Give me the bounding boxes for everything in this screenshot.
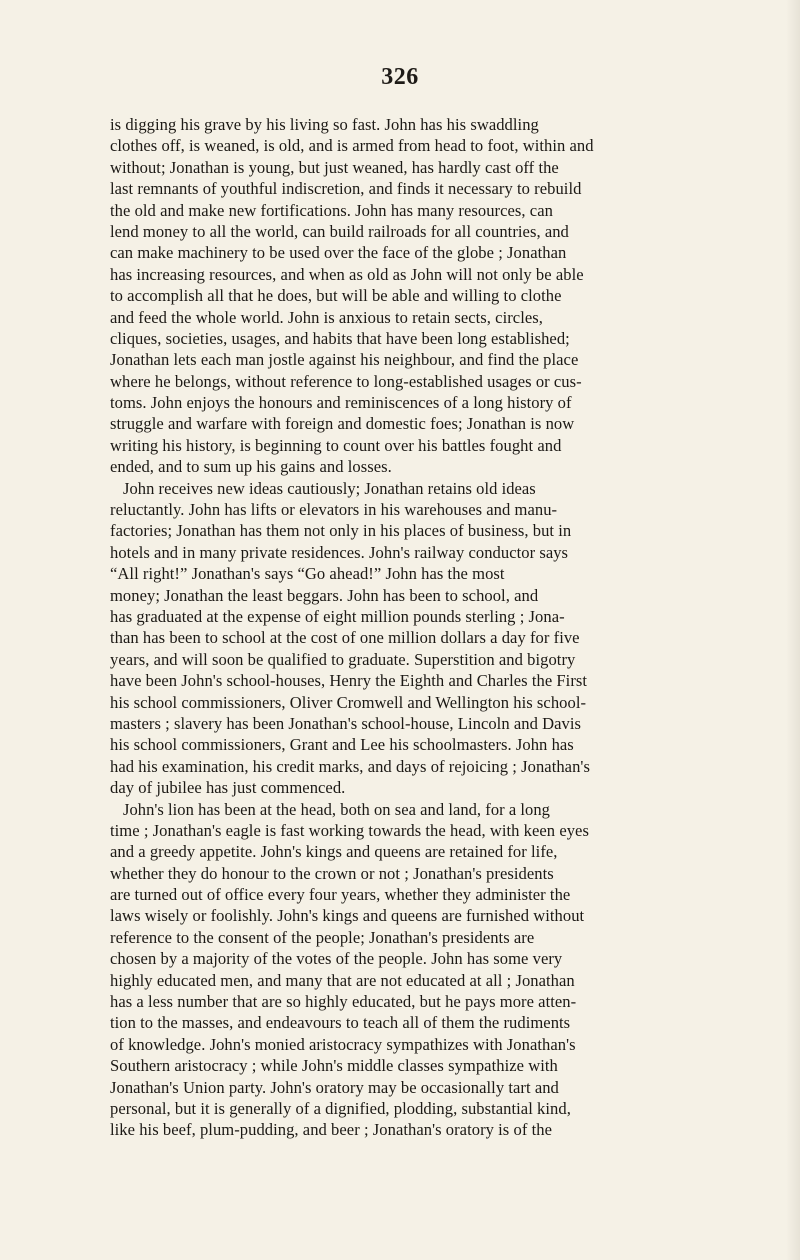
text-line: has a less number that are so highly educated, but he pays more atten- bbox=[110, 992, 577, 1012]
text-line: highly educated men, and many that are not educated at all ; Jonathan bbox=[110, 970, 575, 990]
text-line: had his examination, his credit marks, and days of rejoicing ; Jonathan's bbox=[110, 756, 590, 776]
text-line: ended, and to sum up his gains and losses. bbox=[110, 457, 392, 477]
text-line: of knowledge. John's monied aristocracy sympathizes with Jonathan's bbox=[110, 1034, 576, 1054]
text-line: laws wisely or foolishly. John's kings and queens are furnished without bbox=[110, 906, 585, 926]
body-text bbox=[110, 114, 800, 1141]
text-line: reluctantly. John has lifts or elevators in his warehouses and manu- bbox=[110, 500, 558, 520]
text-line: chosen by a majority of the votes of the people. John has some very bbox=[110, 949, 563, 969]
text-line: his school commissioners, Grant and Lee his schoolmasters. John has bbox=[110, 735, 574, 755]
text-line: clothes off, is weaned, is old, and is armed from head to foot, within and bbox=[110, 136, 594, 156]
text-line: are turned out of office every four years, whether they administer the bbox=[110, 885, 571, 905]
text-line: like his beef, plum-pudding, and beer ; Jonathan's oratory is of the bbox=[110, 1120, 552, 1140]
text-line: his school commissioners, Oliver Cromwell and Wellington his school- bbox=[110, 692, 587, 712]
text-line: Southern aristocracy ; while John's middle classes sympathize with bbox=[110, 1056, 558, 1076]
text-line: last remnants of youthful indiscretion, and finds it necessary to rebuild bbox=[110, 179, 582, 199]
text-line: to accomplish all that he does, but will be able and willing to clothe bbox=[110, 286, 562, 306]
text-line: have been John's school-houses, Henry the Eighth and Charles the First bbox=[110, 671, 588, 691]
text-line: has increasing resources, and when as old as John will not only be able bbox=[110, 264, 584, 284]
text-line: where he belongs, without reference to long-established usages or cus- bbox=[110, 371, 582, 391]
text-line: money; Jonathan the least beggars. John has been to school, and bbox=[110, 585, 539, 605]
text-line: reference to the consent of the people; Jonathan's presidents are bbox=[110, 927, 535, 947]
text-line: cliques, societies, usages, and habits that have been long established; bbox=[110, 328, 570, 348]
text-line: can make machinery to be used over the face of the globe ; Jonathan bbox=[110, 243, 567, 263]
text-line: has graduated at the expense of eight million pounds sterling ; Jona- bbox=[110, 606, 565, 626]
text-line: John's lion has been at the head, both on sea and land, for a long bbox=[123, 799, 550, 819]
text-line: time ; Jonathan's eagle is fast working towards the head, with keen eyes bbox=[110, 820, 589, 840]
text-line: Jonathan lets each man jostle against his neighbour, and find the place bbox=[110, 350, 579, 370]
text-line: struggle and warfare with foreign and domestic foes; Jonathan is now bbox=[110, 414, 575, 434]
text-line: and a greedy appetite. John's kings and queens are retained for life, bbox=[110, 842, 558, 862]
text-line: than has been to school at the cost of one million dollars a day for five bbox=[110, 628, 580, 648]
text-line: “All right!” Jonathan's says “Go ahead!” John has the most bbox=[110, 564, 505, 584]
text-line: masters ; slavery has been Jonathan's school-house, Lincoln and Davis bbox=[110, 713, 581, 733]
text-line: John receives new ideas cautiously; Jonathan retains old ideas bbox=[123, 478, 536, 498]
text-line: Jonathan's Union party. John's oratory may be occasionally tart and bbox=[110, 1077, 559, 1097]
text-line: lend money to all the world, can build railroads for all countries, and bbox=[110, 221, 569, 241]
text-line: whether they do honour to the crown or not ; Jonathan's presidents bbox=[110, 863, 554, 883]
text-line: day of jubilee has just commenced. bbox=[110, 778, 346, 798]
text-line: writing his history, is beginning to count over his battles fought and bbox=[110, 435, 562, 455]
text-line: is digging his grave by his living so fast. John has his swaddling bbox=[110, 115, 539, 134]
text-line: without; Jonathan is young, but just weaned, has hardly cast off the bbox=[110, 157, 559, 177]
text-line: the old and make new fortifications. John has many resources, can bbox=[110, 200, 553, 220]
text-line: hotels and in many private residences. John's railway conductor says bbox=[110, 542, 569, 562]
text-line: years, and will soon be qualified to graduate. Superstition and bigotry bbox=[110, 649, 576, 669]
text-line: and feed the whole world. John is anxious to retain sects, circles, bbox=[110, 307, 543, 327]
text-line: personal, but it is generally of a dignified, plodding, substantial kind, bbox=[110, 1098, 571, 1118]
text-line: toms. John enjoys the honours and reminiscences of a long history of bbox=[110, 393, 572, 413]
text-line: factories; Jonathan has them not only in his places of business, but in bbox=[110, 521, 572, 541]
text-line: tion to the masses, and endeavours to teach all of them the rudiments bbox=[110, 1013, 571, 1033]
page-number: 326 bbox=[381, 64, 419, 90]
